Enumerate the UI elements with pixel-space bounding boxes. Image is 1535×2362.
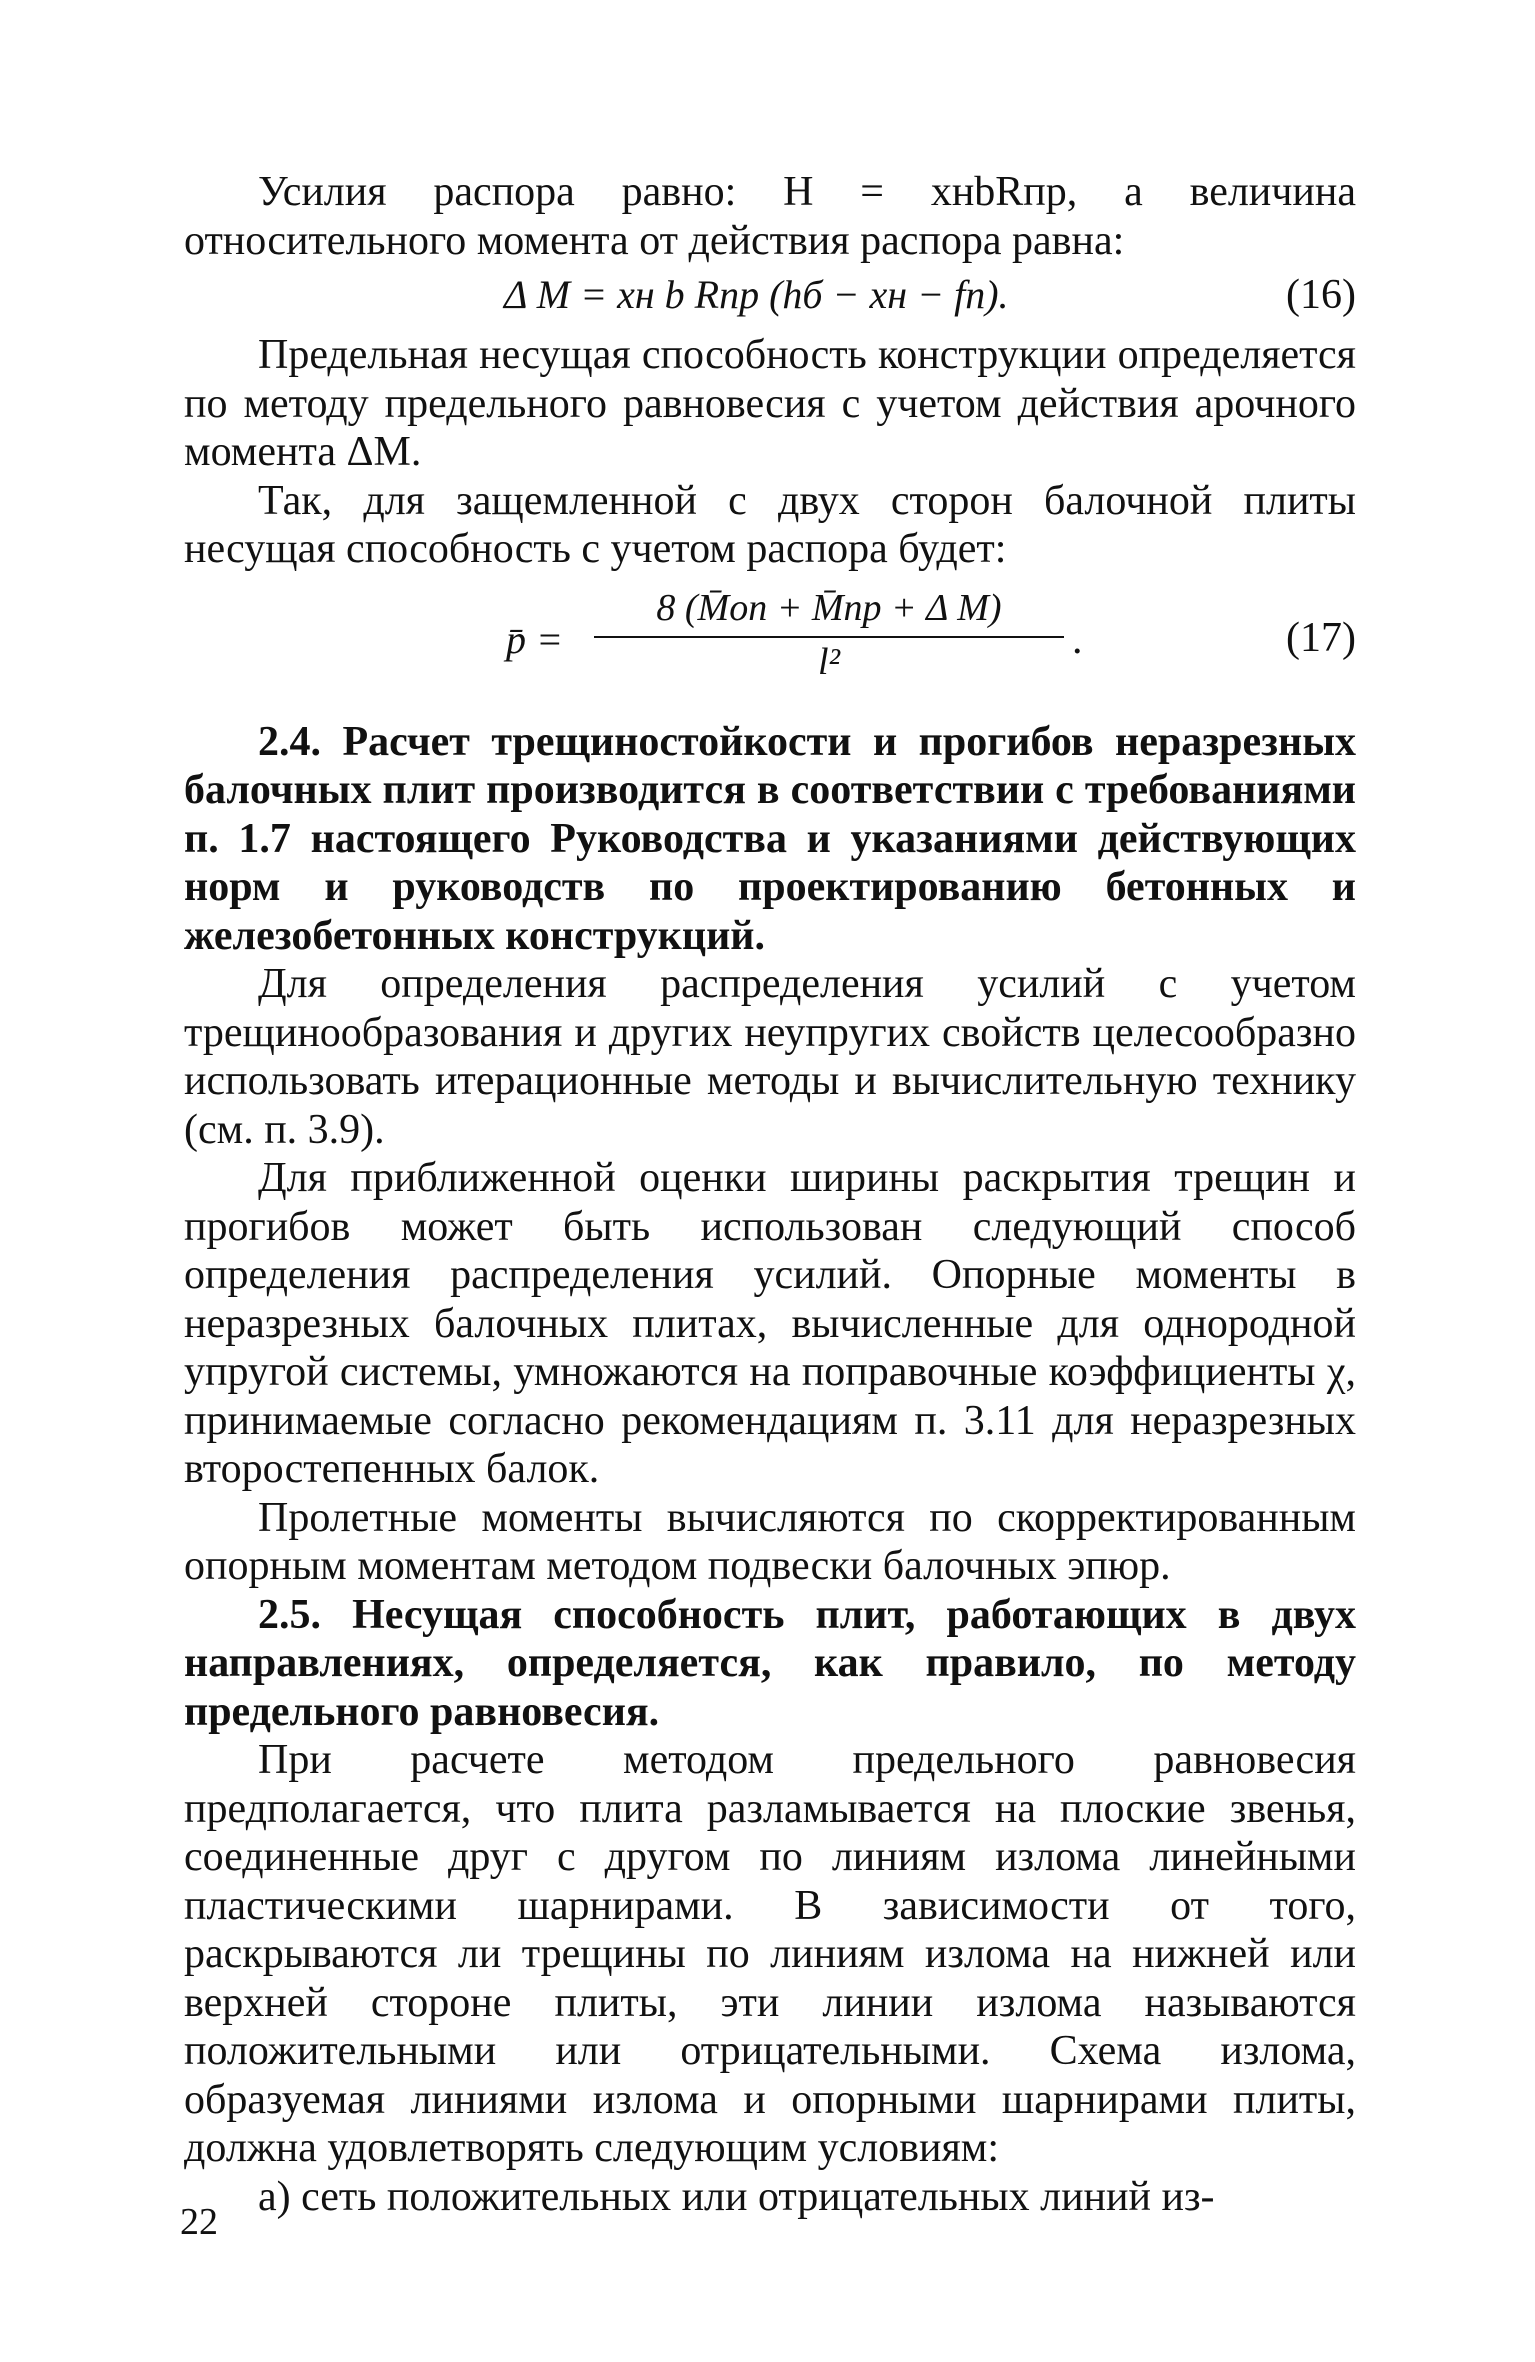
page-number: 22 [180, 2201, 218, 2243]
paragraph-7: Пролетные моменты вычисляются по скорректированным опорным моментам методом подвески балочных эпюр. [184, 1494, 1356, 1589]
equation-16-expression: Δ M = xн b Rпр (hб − xн − fп). [504, 272, 1009, 317]
equation-17-numerator: 8 (M̄оп + M̄пр + Δ M) [656, 586, 1002, 629]
equation-17-period: . [1072, 616, 1083, 663]
paragraph-2: Предельная несущая способность конструкции определяется по методу предельного равновесия с учетом действия арочного момента ΔM. [184, 332, 1356, 475]
text-column [184, 168, 1356, 2221]
paragraph-9: При расчете методом предельного равновесия предполагается, что плита разламывается на плоские звенья, соединенные друг с другом по линиям излома линейными пластическими шарнирами. В зависимости от того, раскрываются ли трещины по линиям излома на нижней или верхней стороне плиты, эти линии излома называются положительными или отрицательными. Схема излома, образуемая линиями излома и опорными шарнирами плиты, должна удовлетворять следующим условиям: [184, 1737, 1356, 2171]
fraction-bar [594, 636, 1064, 638]
equation-17-number: (17) [1286, 614, 1356, 661]
equation-17-lhs: p̄ = [506, 616, 563, 662]
equation-16 [184, 271, 1356, 323]
paragraph-1: Усилия распора равно: H = xнbRпр, а величина относительного момента от действия распора равна: [184, 169, 1356, 264]
paragraph-10: а) сеть положительных или отрицательных линий из- [258, 2173, 1215, 2220]
equation-17-denominator: l² [818, 640, 840, 683]
paragraph-6: Для приближенной оценки ширины раскрытия трещин и прогибов может быть использован следующий способ определения распределения усилий. Опорные моменты в неразрезных балочных плитах, вычисленные для однородной упругой системы, умножаются на поправочные коэффициенты χ, принимаемые согласно рекомендациям п. 3.11 для неразрезных второстепенных балок. [184, 1155, 1356, 1492]
section-2-4: 2.4. Расчет трещиностойкости и прогибов неразрезных балочных плит производится в соответствии с требованиями п. 1.7 настоящего Руководства и указаниями действующих норм и руководств по проектированию бетонных и железобетонных конструкций. [184, 718, 1356, 959]
section-2-5: 2.5. Несущая способность плит, работающих в двух направлениях, определяется, как правило, по методу предельного равновесия. [184, 1591, 1356, 1735]
equation-16-number: (16) [1286, 272, 1356, 318]
equation-17-fraction [594, 586, 1064, 682]
equation-17 [184, 586, 1356, 696]
paragraph-5: Для определения распределения усилий с учетом трещинообразования и других неупругих свойств целесообразно использовать итерационные методы и вычислительную технику (см. п. 3.9). [184, 961, 1356, 1153]
paragraph-3: Так, для защемленной с двух сторон балочной плиты несущая способность с учетом распора будет: [184, 477, 1356, 572]
